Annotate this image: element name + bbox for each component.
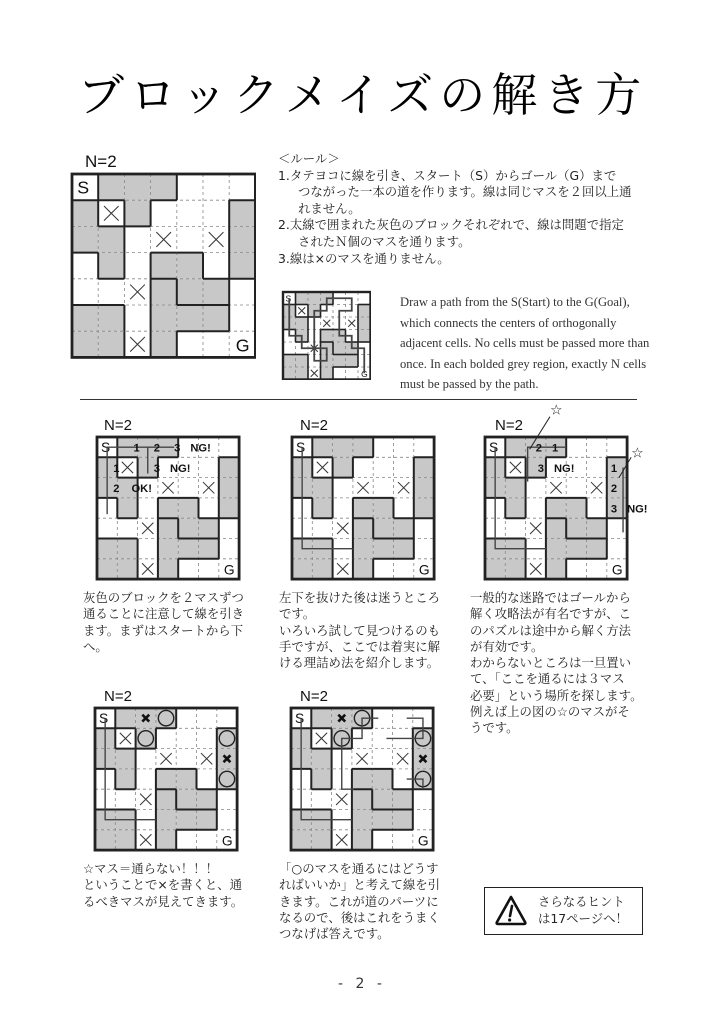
svg-text:S: S: [77, 177, 90, 198]
desc-line: 一般的な迷路ではゴールから: [470, 590, 631, 605]
rule-line-6: 3.線は×のマスを通りません。: [278, 250, 450, 266]
rules-heading: ＜ルール＞: [278, 151, 340, 166]
desc-line: 必要」という場所を探します。: [470, 687, 643, 703]
desc-line: 例えば上の図の☆のマスがそ: [470, 704, 630, 720]
desc-line: きます。これが道のパーツに: [279, 893, 439, 909]
svg-text:☆: ☆: [549, 402, 563, 419]
svg-text:2: 2: [113, 483, 120, 496]
step-5-description: [279, 861, 459, 942]
svg-text:2: 2: [153, 442, 161, 455]
svg-text:NG!: NG!: [553, 462, 575, 475]
step-1-grid: [95, 435, 241, 585]
page-title: ブロックメイズの解き方: [78, 68, 648, 122]
svg-text:1: 1: [610, 462, 618, 475]
desc-line: つなげば答えです。: [279, 926, 390, 942]
svg-text:NG!: NG!: [190, 442, 211, 455]
section-divider: [80, 399, 637, 400]
svg-text:S: S: [101, 440, 111, 456]
svg-text:S: S: [295, 711, 305, 727]
step-3-n-label: N=2: [495, 417, 523, 434]
desc-line: ればいいか」と考えて線を引: [279, 877, 441, 893]
svg-text:1: 1: [113, 462, 120, 475]
svg-text:NG!: NG!: [627, 503, 648, 516]
rule-line-1: 1.タテヨコに線を引き、スタート（S）からゴール（G）まで: [278, 167, 617, 183]
desc-line: 解く攻略法が有名ですが、こ: [470, 606, 632, 622]
rule-line-3: れません。: [298, 200, 361, 216]
rules-section: [278, 151, 678, 267]
desc-line: ます。まずはスタートから下: [83, 622, 244, 638]
svg-text:NG!: NG!: [170, 462, 191, 475]
step-4-n-label: N=2: [104, 688, 132, 705]
step-2-description: [279, 590, 459, 671]
english-rules: Draw a path from the S(Start) to the G(Goal), which connects the centers of orthogonally adjacent cells. No cells must be passed more than once. In each bolded grey region, exactly N cells must be passed by the path.: [400, 295, 650, 391]
svg-text:S: S: [489, 440, 499, 456]
rule-line-4: 2.太線で囲まれた灰色のブロックそれぞれで、線は問題で指定: [278, 217, 624, 233]
desc-line: が有効です。: [470, 638, 544, 654]
desc-line: 「○のマスを通るにはどうす: [279, 861, 439, 876]
hint-line-2: は17ページへ！: [538, 911, 628, 926]
hint-text: [538, 893, 628, 927]
svg-text:G: G: [223, 562, 235, 578]
solved-example-grid: [281, 290, 371, 384]
desc-line: ということで×を書くと、通: [83, 877, 243, 893]
svg-text:3: 3: [174, 442, 181, 455]
step-2-grid: [290, 435, 436, 585]
step-3-description: [470, 590, 650, 737]
rule-line-5: されたＮ個のマスを通ります。: [298, 233, 471, 249]
step-1-description: [83, 590, 263, 655]
svg-text:G: G: [235, 335, 250, 356]
desc-line: うです。: [470, 720, 519, 736]
desc-line: 通ることに注意して線を引き: [83, 606, 245, 622]
desc-line: です。: [279, 606, 316, 622]
desc-line: 左下を抜けた後は迷うところ: [279, 590, 441, 605]
page-number: - 2 -: [338, 976, 386, 992]
step-1-n-label: N=2: [104, 417, 132, 434]
svg-text:3: 3: [153, 462, 161, 475]
svg-text:G: G: [221, 833, 233, 849]
desc-line: ☆マス＝通らない！！！: [83, 861, 219, 876]
svg-text:2: 2: [535, 442, 542, 455]
main-puzzle-grid: [70, 172, 256, 363]
desc-line: 灰色のブロックを２マスずつ: [83, 590, 244, 605]
svg-text:S: S: [296, 440, 306, 456]
svg-text:S: S: [99, 711, 109, 727]
desc-line: へ。: [83, 638, 108, 654]
svg-text:1: 1: [133, 442, 140, 455]
svg-text:☆: ☆: [631, 445, 644, 462]
desc-line: なるので、後はこれをうまく: [279, 909, 440, 925]
hint-line-1: さらなるヒント: [538, 894, 625, 909]
svg-text:G: G: [417, 833, 429, 849]
step-4-description: [83, 861, 263, 910]
svg-text:1: 1: [551, 442, 559, 455]
svg-text:OK!: OK!: [131, 483, 152, 496]
warning-icon: [494, 894, 528, 930]
svg-text:S: S: [285, 293, 292, 304]
desc-line: て、「ここを通るには３マス: [470, 671, 625, 687]
svg-text:G: G: [418, 562, 430, 578]
step-5-grid: [289, 706, 435, 856]
step-4-grid: [93, 706, 239, 856]
svg-text:G: G: [361, 368, 368, 379]
desc-line: ける理詰め法を紹介します。: [279, 655, 440, 671]
svg-text:3: 3: [610, 503, 618, 516]
rule-line-2: つながった一本の道を作ります。線は同じマスを２回以上通: [298, 184, 632, 200]
svg-text:2: 2: [610, 483, 618, 496]
main-puzzle-n-label: N=2: [85, 152, 117, 171]
svg-text:3: 3: [537, 462, 544, 475]
desc-line: 手ですが、ここでは着実に解: [279, 638, 441, 654]
step-5-n-label: N=2: [300, 688, 328, 705]
step-2-n-label: N=2: [300, 417, 328, 434]
svg-text:G: G: [611, 562, 623, 578]
desc-line: わからないところは一旦置い: [470, 655, 632, 671]
desc-line: るべきマスが見えてきます。: [83, 893, 244, 909]
desc-line: のパズルは途中から解く方法: [470, 622, 632, 638]
desc-line: いろいろ試して見つけるのも: [279, 622, 441, 638]
